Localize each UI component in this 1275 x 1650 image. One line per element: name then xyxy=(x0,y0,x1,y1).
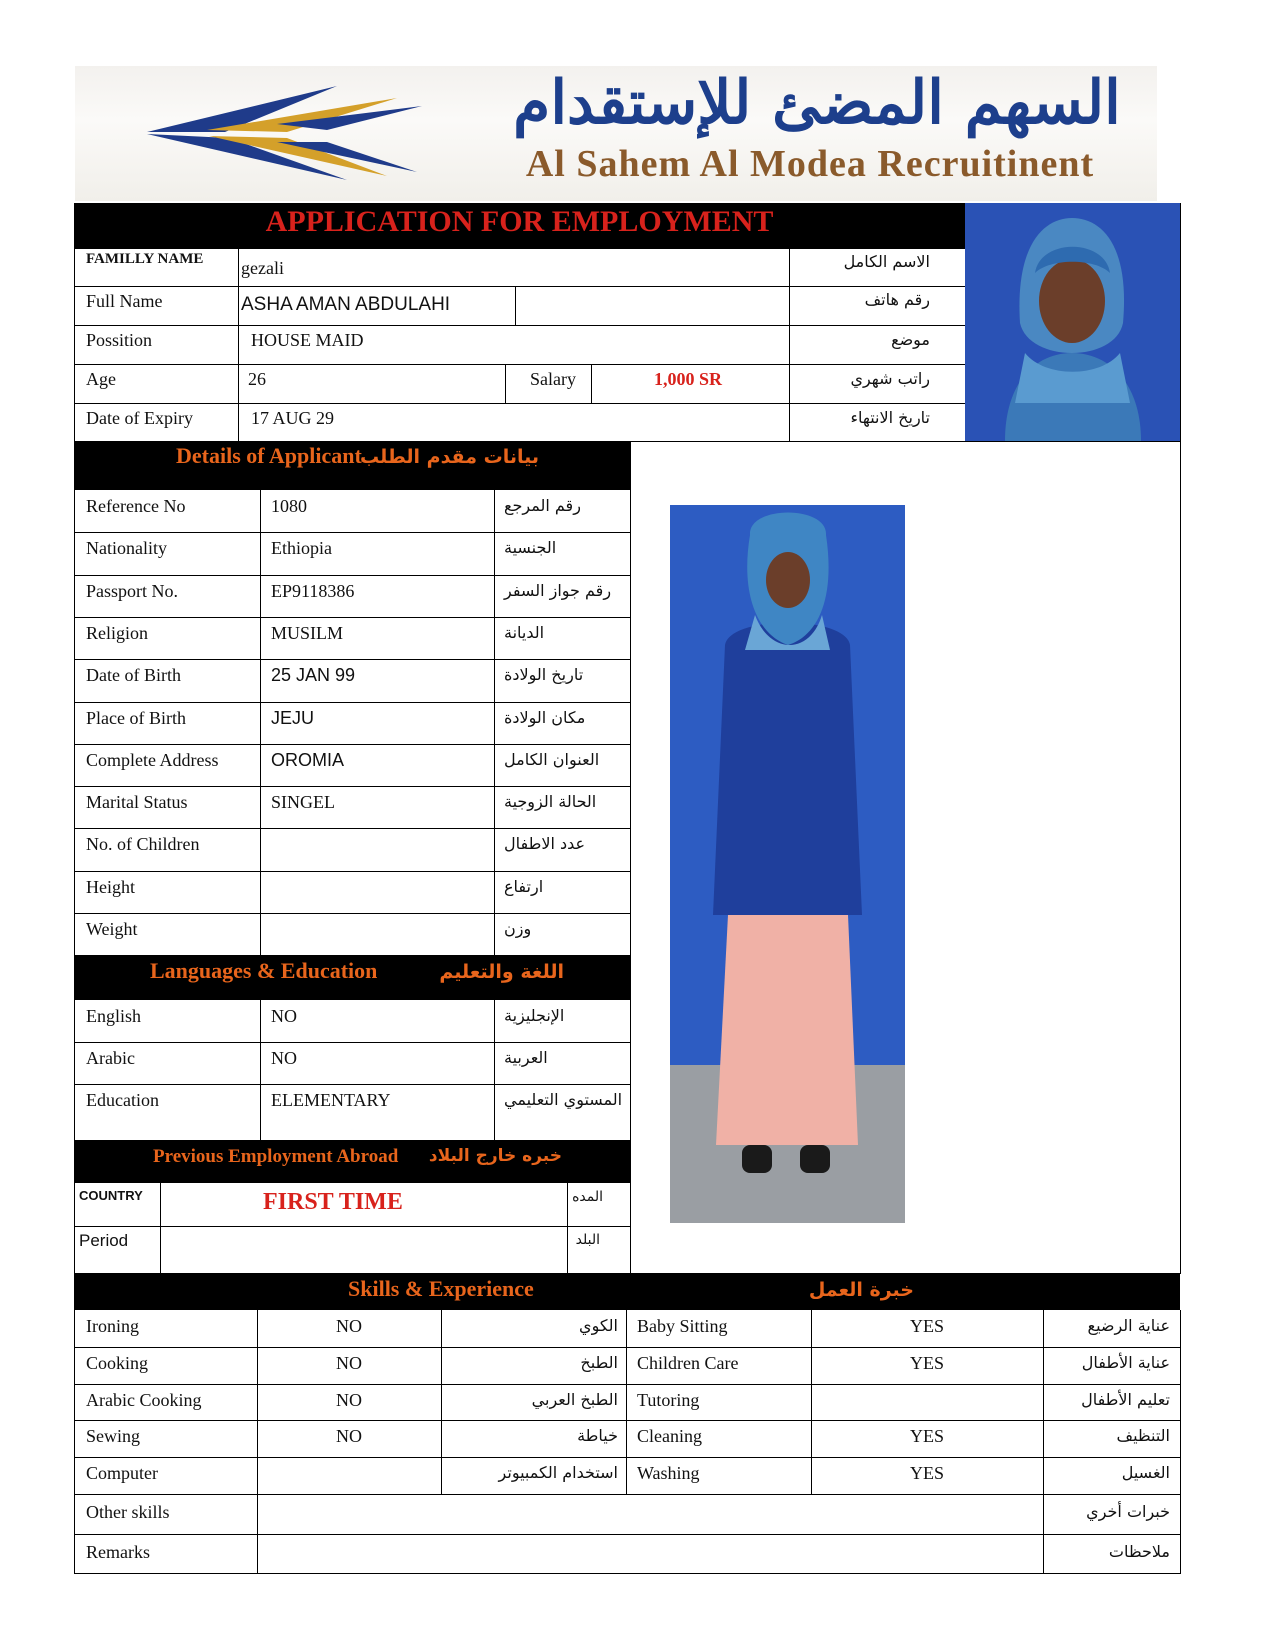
employment-ar-2: البلد xyxy=(575,1232,600,1248)
row-divider xyxy=(74,1042,630,1043)
position-label: Possition xyxy=(86,330,153,350)
detail-arabic: تاريخ الولادة xyxy=(504,665,584,685)
detail-label: Marital Status xyxy=(86,792,188,813)
skill-label: Washing xyxy=(637,1463,700,1484)
languages-header-en: Languages & Education xyxy=(150,958,378,983)
skill-arabic: خياطة xyxy=(577,1426,618,1446)
skill-arabic: عناية الأطفال xyxy=(1081,1352,1170,1372)
row-divider xyxy=(74,659,630,660)
logo-arabic-text: السهم المضئ للإستقدام xyxy=(513,68,1121,138)
row-divider xyxy=(74,1420,1181,1421)
detail-value: SINGEL xyxy=(271,792,335,813)
skill-label: Ironing xyxy=(86,1316,139,1336)
expiry-value: 17 AUG 29 xyxy=(251,408,335,428)
detail-value: 1080 xyxy=(271,496,307,516)
detail-value: JEJU xyxy=(271,707,315,728)
language-value: NO xyxy=(271,1048,297,1068)
language-value: ELEMENTARY xyxy=(271,1090,391,1110)
detail-label: Height xyxy=(86,876,135,897)
remarks-label: Remarks xyxy=(86,1542,150,1562)
detail-label: Nationality xyxy=(86,538,167,559)
skill-value: NO xyxy=(336,1316,362,1336)
company-logo-banner xyxy=(75,66,1157,201)
skills-header-en: Skills & Experience xyxy=(348,1276,534,1301)
language-arabic: العربية xyxy=(504,1048,548,1067)
row-divider xyxy=(74,828,630,829)
row-divider xyxy=(74,1084,630,1085)
employment-header-en: Previous Employment Abroad xyxy=(153,1146,399,1167)
page-title: APPLICATION FOR EMPLOYMENT xyxy=(265,205,774,238)
skill-arabic: استخدام الكمبيوتر xyxy=(498,1463,618,1483)
skill-arabic: عناية الرضيع xyxy=(1087,1316,1170,1335)
language-label: Education xyxy=(86,1090,159,1110)
skill-label: Arabic Cooking xyxy=(86,1389,202,1410)
expiry-label: Date of Expiry xyxy=(86,408,193,428)
full-name-arabic: رقم هاتف xyxy=(864,290,930,309)
skill-arabic: الطبخ xyxy=(580,1352,618,1372)
detail-label: Place of Birth xyxy=(86,707,186,728)
family-name-arabic: الاسم الكامل xyxy=(843,252,930,271)
language-value: NO xyxy=(271,1006,297,1026)
position-arabic: موضع xyxy=(891,330,930,349)
detail-arabic: الجنسية xyxy=(504,538,557,558)
detail-value: EP9118386 xyxy=(271,580,355,601)
skill-arabic: الطبخ العربي xyxy=(531,1389,618,1409)
detail-value: OROMIA xyxy=(271,749,345,770)
details-header-en: Details of Applicant xyxy=(176,443,362,468)
detail-arabic: الديانة xyxy=(504,622,545,642)
full-name-label: Full Name xyxy=(86,291,163,311)
detail-arabic: عدد الاطفال xyxy=(504,834,586,854)
row-divider xyxy=(74,871,630,872)
age-label: Age xyxy=(86,369,116,389)
applicant-full-body-photo xyxy=(670,505,905,1223)
detail-arabic: رقم جواز السفر xyxy=(504,580,612,600)
row-divider xyxy=(74,702,630,703)
row-divider xyxy=(74,1347,1181,1348)
salary-value: 1,000 SR xyxy=(654,369,723,389)
details-header-ar: بيانات مقدم الطلب xyxy=(360,446,539,468)
detail-label: Reference No xyxy=(86,496,186,516)
language-label: English xyxy=(86,1006,142,1026)
family-name-label: FAMILLY NAME xyxy=(86,251,204,267)
skill-label: Computer xyxy=(86,1463,158,1484)
row-divider xyxy=(74,575,630,576)
expiry-arabic: تاريخ الانتهاء xyxy=(850,408,930,427)
detail-label: Weight xyxy=(86,919,138,939)
language-label: Arabic xyxy=(86,1048,135,1068)
skill-label: Tutoring xyxy=(637,1389,700,1410)
detail-arabic: الحالة الزوجية xyxy=(504,792,597,812)
skill-arabic: التنظيف xyxy=(1116,1426,1170,1446)
skill-arabic: الكوي xyxy=(579,1316,618,1335)
detail-label: Complete Address xyxy=(86,749,219,770)
detail-value: Ethiopia xyxy=(271,538,332,559)
skill-arabic: الغسيل xyxy=(1121,1463,1170,1483)
detail-label: No. of Children xyxy=(86,834,200,855)
country-label: COUNTRY xyxy=(79,1188,143,1203)
family-name-value: gezali xyxy=(241,258,284,278)
skill-label: Cleaning xyxy=(637,1426,702,1447)
row-divider xyxy=(74,1494,1181,1495)
skill-label: Cooking xyxy=(86,1352,149,1373)
detail-label: Religion xyxy=(86,622,148,643)
position-value: HOUSE MAID xyxy=(251,330,364,350)
detail-value: 25 JAN 99 xyxy=(271,665,356,686)
skills-header-bar xyxy=(74,1273,1180,1310)
skill-value: YES xyxy=(909,1426,944,1447)
skill-arabic: تعليم الأطفال xyxy=(1081,1389,1170,1409)
employment-header-ar: خبره خارج البلاد xyxy=(428,1146,562,1166)
skill-label: Sewing xyxy=(86,1426,140,1447)
row-divider xyxy=(74,1384,1181,1385)
logo-english-text: Al Sahem Al Modea Recruitinent xyxy=(525,143,1095,185)
skill-label: Baby Sitting xyxy=(637,1316,728,1336)
other-skills-arabic: خبرات أخري xyxy=(1086,1502,1170,1521)
employment-ar-1: المده xyxy=(572,1189,603,1205)
detail-arabic: العنوان الكامل xyxy=(504,749,600,769)
salary-label: Salary xyxy=(530,369,576,389)
detail-arabic: مكان الولادة xyxy=(504,707,586,727)
skill-value: NO xyxy=(336,1389,362,1410)
detail-arabic: وزن xyxy=(504,919,532,938)
skill-label: Children Care xyxy=(637,1352,739,1373)
full-name-value: ASHA AMAN ABDULAHI xyxy=(241,294,451,315)
age-value: 26 xyxy=(248,369,266,389)
skill-value: NO xyxy=(336,1426,362,1447)
row-divider xyxy=(74,1457,1181,1458)
row-divider xyxy=(74,913,630,914)
age-arabic: راتب شهري xyxy=(850,369,930,388)
skill-value: NO xyxy=(336,1352,362,1373)
language-arabic: المستوي التعليمي xyxy=(504,1090,623,1109)
portrait-figure-icon xyxy=(965,203,1180,441)
row-divider xyxy=(74,532,630,533)
language-arabic: الإنجليزية xyxy=(504,1006,565,1025)
detail-label: Passport No. xyxy=(86,580,179,601)
first-time-value: FIRST TIME xyxy=(263,1189,403,1215)
skill-value: YES xyxy=(909,1316,944,1336)
row-divider xyxy=(74,1534,1181,1535)
languages-header-ar: اللغة والتعليم xyxy=(439,961,564,983)
detail-label: Date of Birth xyxy=(86,665,181,686)
period-label: Period xyxy=(79,1231,129,1250)
detail-arabic: رقم المرجع xyxy=(504,496,581,515)
skill-value: YES xyxy=(909,1463,944,1484)
remarks-arabic: ملاحظات xyxy=(1108,1542,1170,1561)
row-divider xyxy=(74,786,630,787)
detail-arabic: ارتفاع xyxy=(504,876,544,896)
row-divider xyxy=(74,617,630,618)
skills-header-ar: خبرة العمل xyxy=(808,1279,914,1301)
detail-value: MUSILM xyxy=(271,622,344,643)
row-divider xyxy=(74,744,630,745)
full-body-figure-icon xyxy=(670,505,905,1223)
other-skills-label: Other skills xyxy=(86,1502,170,1522)
skill-value: YES xyxy=(909,1352,944,1373)
applicant-portrait-photo xyxy=(965,203,1180,441)
